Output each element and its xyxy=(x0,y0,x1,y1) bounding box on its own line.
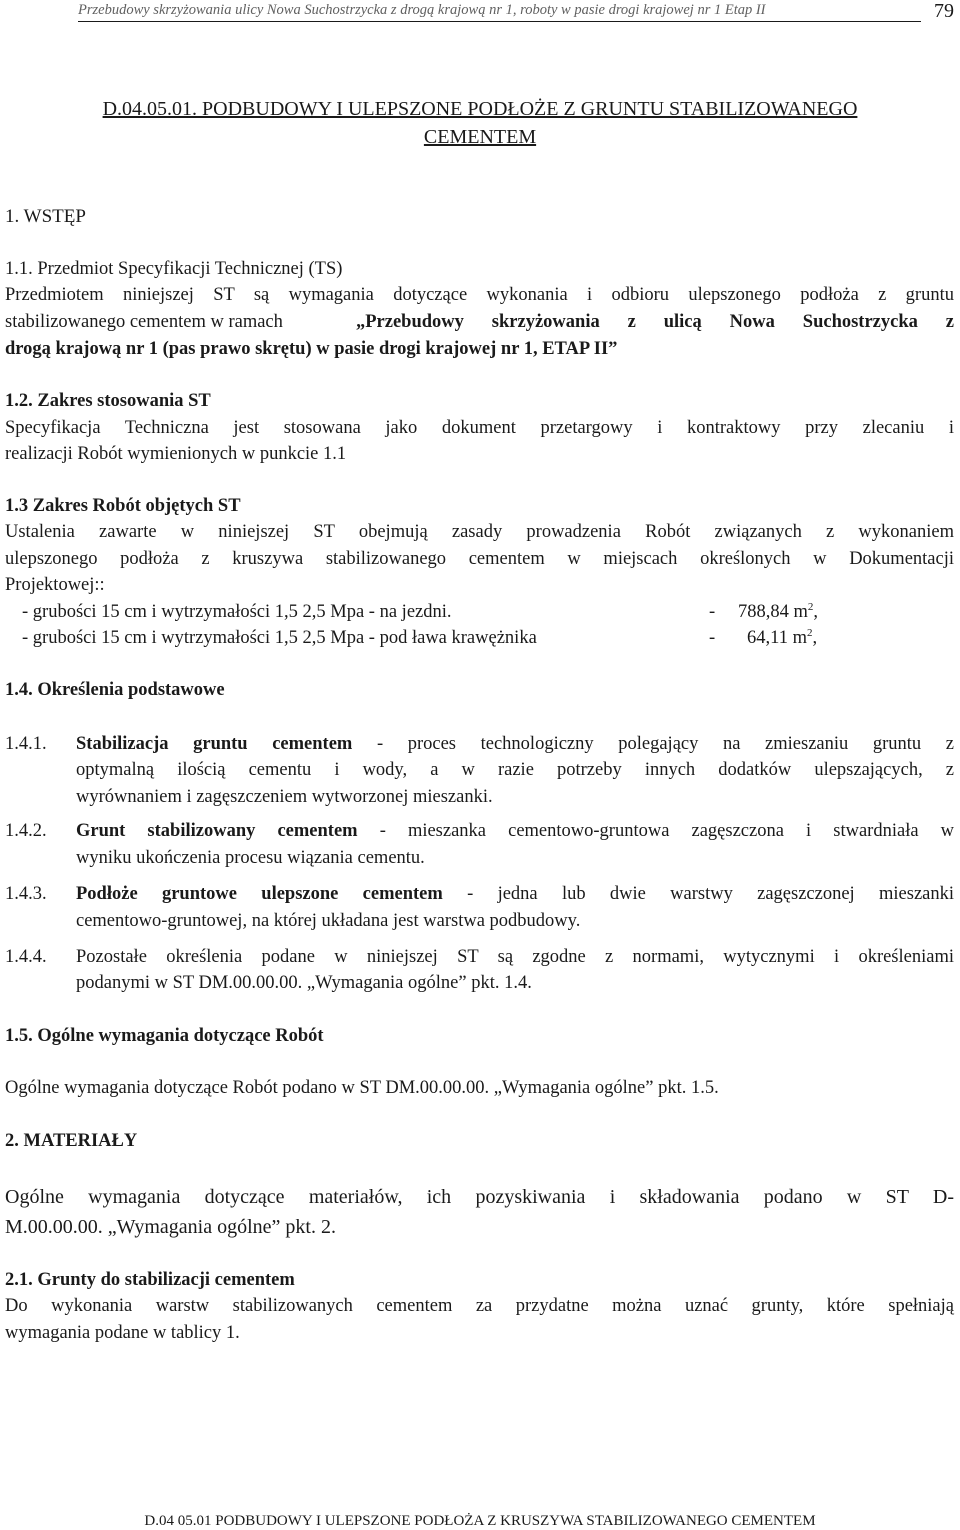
section-1-4-heading: 1.4. Określenia podstawowe xyxy=(5,680,225,700)
s1-2-line-2: realizacji Robót wymienionych w punkcie 1.1 xyxy=(5,444,347,464)
definition-3-line-1: Podłoże gruntowe ulepszone cementem - jedna lub dwie warstwy zagęszczonej mieszanki xyxy=(76,884,955,904)
definition-3-line-2: cementowo-gruntowej, na której układana jest warstwa podbudowy. xyxy=(76,911,581,931)
s1-1-line-2a: stabilizowanego cementem w ramach xyxy=(5,312,283,332)
s2-line-2: M.00.00.00. „Wymagania ogólne” pkt. 2. xyxy=(5,1216,336,1238)
scope-item-desc: - grubości 15 cm i wytrzymałości 1,5 2,5 Mpa - na jezdni. xyxy=(22,602,452,622)
title-line-2: CEMENTEM xyxy=(423,126,537,148)
title-line-1: D.04.05.01. PODBUDOWY I ULEPSZONE PODŁOŻE Z GRUNTU STABILIZOWANEGO xyxy=(102,98,858,120)
section-2-heading: 2. MATERIAŁY xyxy=(5,1131,138,1151)
s1-5-text: Ogólne wymagania dotyczące Robót podano w ST DM.00.00.00. „Wymagania ogólne” pkt. 1.5. xyxy=(5,1078,719,1098)
running-title: Przebudowy skrzyżowania ulicy Nowa Suchostrzycka z drogą krajową nr 1, roboty w pasie drogi krajowej nr 1 Etap II xyxy=(78,2,766,18)
scope-item-dash: - xyxy=(709,602,716,622)
definition-1-line-2: optymalną ilością cementu i wody, a w razie potrzeby innych dodatków ulepszających, z xyxy=(76,760,954,780)
section-1-3-heading: 1.3 Zakres Robót objętych ST xyxy=(5,496,241,516)
s1-3-line-2: ulepszonego podłoża z kruszywa stabilizowanego cementem w miejscach określonych w Dokumentacji xyxy=(5,549,954,569)
definition-term: Stabilizacja gruntu cementem xyxy=(76,734,353,754)
section-1-1-heading: 1.1. Przedmiot Specyfikacji Technicznej (TS) xyxy=(5,259,343,279)
s1-3-line-1: Ustalenia zawarte w niniejszej ST obejmują zasady prowadzenia Robót związanych z wykonaniem xyxy=(5,522,954,542)
page-number: 79 xyxy=(934,0,954,22)
section-1-heading: 1. WSTĘP xyxy=(5,206,86,227)
s1-1-line-3: drogą krajową nr 1 (pas prawo skrętu) w pasie drogi krajowej nr 1, ETAP II” xyxy=(5,339,618,359)
scope-item-desc: - grubości 15 cm i wytrzymałości 1,5 2,5 Mpa - pod ława krawężnika xyxy=(22,628,537,648)
definition-number: 1.4.2. xyxy=(5,821,47,841)
scope-item-quantity: 64,11 $m^2$, xyxy=(747,626,818,648)
scope-item-quantity: 788,84 $m^2$, xyxy=(738,600,819,622)
definition-number: 1.4.1. xyxy=(5,734,47,754)
section-2-1-heading: 2.1. Grunty do stabilizacji cementem xyxy=(5,1270,295,1290)
definition-1-line-1: Stabilizacja gruntu cementem - proces technologiczny polegający na zmieszaniu gruntu z xyxy=(76,734,954,754)
definition-number: 1.4.3. xyxy=(5,884,47,904)
definition-term: Podłoże gruntowe ulepszone cementem xyxy=(76,884,443,904)
section-1-5-heading: 1.5. Ogólne wymagania dotyczące Robót xyxy=(5,1026,324,1046)
scope-item-dash: - xyxy=(709,628,716,648)
s2-1-line-1: Do wykonania warstw stabilizowanych cementem za przydatne można uznać grunty, które spełniają xyxy=(5,1296,954,1316)
page-footer: D.04 05.01 PODBUDOWY I ULEPSZONE PODŁOŻA Z KRUSZYWA STABILIZOWANEGO CEMENTEM xyxy=(144,1513,816,1529)
definition-2-line-2: wyniku ukończenia procesu wiązania cementu. xyxy=(76,848,425,868)
section-1-2-heading: 1.2. Zakres stosowania ST xyxy=(5,391,211,411)
s1-1-line-1: Przedmiotem niniejszej ST są wymagania dotyczące wykonania i odbioru ulepszonego podłoża z gruntu xyxy=(5,285,954,305)
definition-4-line-1: Pozostałe określenia podane w niniejszej ST są zgodne z normami, wytycznymi i określeniami xyxy=(76,947,954,967)
definition-1-line-3: wyrównaniem i zagęszczeniem wytworzonej mieszanki. xyxy=(76,787,493,807)
s1-1-line-2b: „Przebudowy skrzyżowania z ulicą Nowa Suchostrzycka z xyxy=(356,312,954,332)
s1-3-line-3: Projektowej:: xyxy=(5,575,105,595)
header-divider xyxy=(78,21,921,22)
definition-2-line-1: Grunt stabilizowany cementem - mieszanka cementowo-gruntowa zagęszczona i stwardniała w xyxy=(76,821,955,841)
definition-4-line-2: podanymi w ST DM.00.00.00. „Wymagania ogólne” pkt. 1.4. xyxy=(76,973,532,993)
s2-1-line-2: wymagania podane w tablicy 1. xyxy=(5,1323,240,1343)
s1-2-line-1: Specyfikacja Techniczna jest stosowana jako dokument przetargowy i kontraktowy przy zlecaniu i xyxy=(5,418,954,438)
definition-number: 1.4.4. xyxy=(5,947,47,967)
definition-term: Grunt stabilizowany cementem xyxy=(76,821,358,841)
s2-line-1: Ogólne wymagania dotyczące materiałów, ich pozyskiwania i składowania podano w ST D- xyxy=(5,1186,954,1208)
